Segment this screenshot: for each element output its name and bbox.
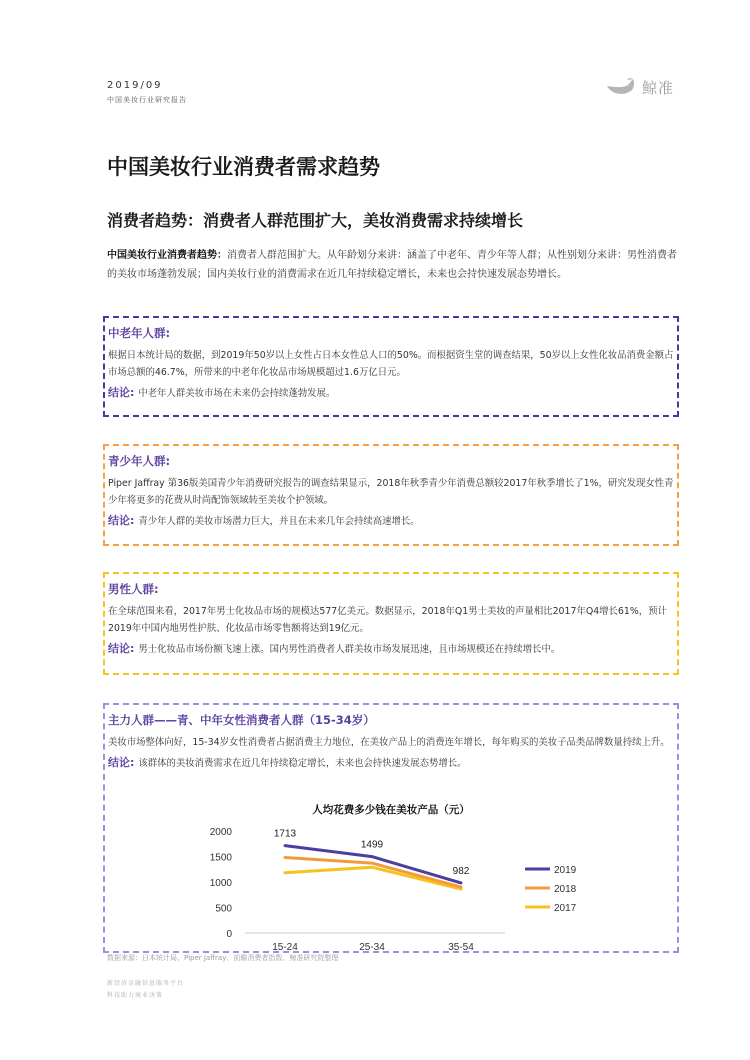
core-consumers-box (103, 703, 679, 953)
conclusion-label: 结论: (108, 756, 135, 769)
chart-title: 人均花费多少钱在美妆产品（元） (312, 804, 470, 816)
legend-label: 2017 (554, 903, 577, 914)
legend-label: 2018 (554, 884, 577, 895)
intro-bold-label: 中国美妆行业消费者趋势： (107, 250, 227, 261)
box-title: 青少年人群: (108, 454, 171, 468)
senior-consumers-box (103, 316, 679, 417)
intro-text: 消费者人群范围扩大。从年龄划分来讲：涵盖了中老年、青少年等人群；从性别划分来讲：男性消费者的美妆市场蓬勃发展；国内美妆行业的消费需求在近几年持续稳定增长，未来也会持快速发展态势增长。 (107, 250, 677, 280)
box-conclusion (108, 754, 675, 772)
teen-consumers-box (103, 444, 679, 546)
report-date: 2019/09 (107, 80, 163, 91)
y-tick-label: 1500 (209, 852, 232, 864)
box-title: 男性人群: (108, 582, 159, 596)
legend-label: 2019 (554, 865, 577, 876)
footer-line-2: 科技助力商业决策 (107, 992, 164, 999)
y-tick-label: 2000 (209, 827, 232, 838)
logo-text: 鲸准 (642, 78, 675, 97)
conclusion-text: 男士化妆品市场份额飞速上涨。国内男性消费者人群美妆市场发展迅速，且市场规模还在持续增长中。 (138, 644, 561, 655)
box-title: 主力人群——青、中年女性消费者人群（15-34岁） (108, 713, 375, 727)
data-label: 1499 (360, 839, 384, 851)
report-series: 中国美妆行业研究报告 (107, 96, 187, 104)
conclusion-label: 结论: (108, 642, 135, 655)
conclusion-label: 结论: (108, 386, 135, 399)
box-body: 根据日本统计局的数据，到2019年50岁以上女性占日本女性总人口的50%。而根据资生堂的调查结果，50岁以上女性化妆品消费金额占市场总额的46.7%，所带来的中老年化妆品市场规模超过1.6万亿日元。 (108, 350, 674, 378)
brand-logo (606, 76, 674, 98)
spending-line-chart (105, 817, 677, 951)
conclusion-text: 中老年人群美妆市场在未来仍会持续蓬勃发展。 (138, 388, 336, 399)
box-body: Piper Jaffray 第36版美国青少年消费研究报告的调查结果显示，2018年秋季青少年消费总额较2017年秋季增长了1%，研究发现女性青少年将更多的花费从时尚配饰领域转至美妆个护领域。 (108, 478, 674, 506)
x-tick-label: 35-54 (448, 942, 474, 951)
box-conclusion (108, 512, 675, 530)
y-tick-label: 0 (226, 929, 232, 940)
conclusion-label: 结论: (108, 514, 135, 527)
box-body: 在全球范围来看，2017年男士化妆品市场的规模达577亿美元。数据显示，2018年Q1男士美妆的声量相比2017年Q4增长61%，预计2019年中国内地男性护肤、化妆品市场零售额将达到19亿元。 (108, 606, 667, 634)
data-source-note: 数据来源：日本统计局、Piper Jaffray、前瞻消费者指数、鲸准研究院整理 (107, 954, 339, 962)
data-label: 982 (452, 865, 470, 877)
box-title: 中老年人群: (108, 326, 171, 340)
box-conclusion (108, 384, 675, 402)
x-tick-label: 15-24 (272, 942, 298, 951)
male-consumers-box (103, 572, 679, 675)
y-tick-label: 1000 (209, 878, 232, 889)
intro-paragraph (107, 246, 682, 284)
conclusion-text: 青少年人群的美妆市场潜力巨大，并且在未来几年会持续高速增长。 (138, 516, 420, 527)
section-title: 消费者趋势：消费者人群范围扩大，美妆消费需求持续增长 (107, 211, 524, 230)
series-line-2017 (285, 867, 461, 889)
box-body: 美妆市场整体向好，15-34岁女性消费者占据消费主力地位，在美妆产品上的消费连年增长，每年购买的美妆子品类品牌数量持续上升。 (108, 737, 670, 748)
page-title: 中国美妆行业消费者需求趋势 (107, 155, 380, 179)
whale-logo-icon (606, 76, 636, 98)
box-conclusion (108, 640, 675, 658)
conclusion-text: 该群体的美妆消费需求在近几年持续稳定增长，未来也会持快速发展态势增长。 (138, 758, 467, 769)
y-tick-label: 500 (215, 903, 232, 915)
data-label: 1713 (273, 828, 297, 840)
x-tick-label: 25-34 (359, 942, 385, 951)
footer-line-1: 新经济金融信息服务平台 (107, 980, 185, 987)
